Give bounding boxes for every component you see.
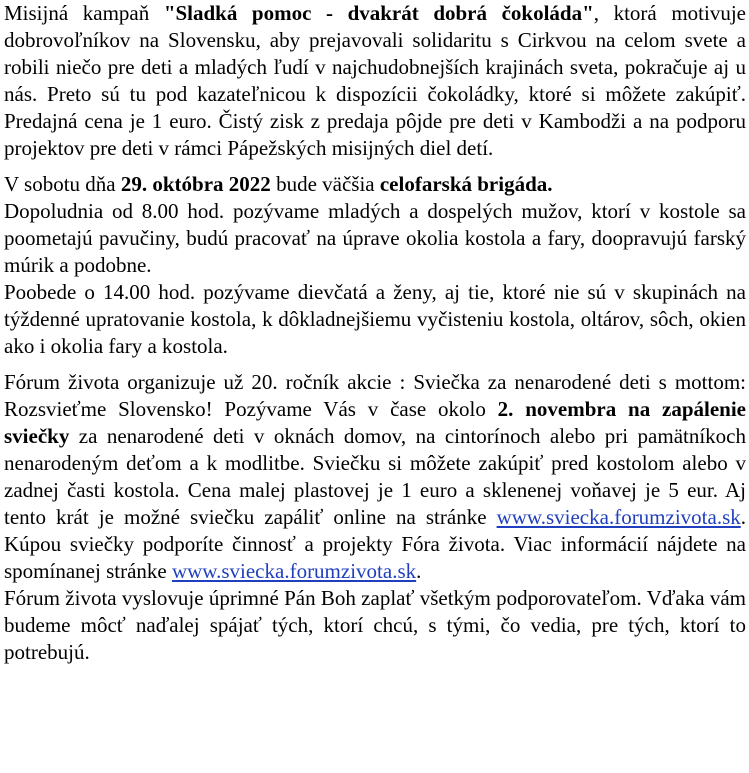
text-span: . bbox=[416, 559, 422, 583]
brigade-heading-line bbox=[4, 171, 746, 198]
text-span: Misijná kampaň bbox=[4, 1, 164, 25]
sviecka-link-2[interactable]: www.sviecka.forumzivota.sk bbox=[171, 559, 417, 583]
sviecka-link[interactable]: www.sviecka.forumzivota.sk bbox=[496, 505, 741, 529]
brigade-morning-paragraph: Dopoludnia od 8.00 hod. pozývame mladých a dospelých mužov, ktorí v kostole sa poometajú pavučiny, budú pracovať na úprave okolia kostola a fary, doopravujú farský múrik a podobne. bbox=[4, 199, 746, 277]
chocolate-campaign-paragraph bbox=[4, 0, 746, 162]
paragraph-gap bbox=[4, 162, 746, 171]
text-span: Fórum života organizuje už 20. ročník akcie : Sviečka za nenarodené deti s mottom: Rozsvieťme Slovensko! Pozývame Vás v čase okolo bbox=[4, 370, 746, 421]
candle-date: 2. novembra na zapálenie sviečky bbox=[4, 397, 746, 448]
text-span: , ktorá motivuje dobrovoľníkov na Slovensku, aby prejavovali solidaritu s Cirkvou na celom svete a robili niečo pre deti a mladých ľudí v najchudobnejších krajinách sveta, pokračuje aj u nás. Preto sú tu pod kazateľnicou k dispozícii čokoládky, ktoré si môžete zakúpiť. Predajná cena je 1 euro. Čistý zisk z predaja pôjde pre deti v Kambodži a na podporu projektov pre deti v rámci Pápežských misijných diel detí. bbox=[4, 1, 746, 160]
brigade-date: 29. októbra 2022 bbox=[120, 172, 271, 196]
text-span: za nenarodené deti v oknách domov, na cintorínoch alebo pri pamätníkoch nenarodeným deťom a k modlitbe. Sviečku si môžete zakúpiť pred kostolom alebo v zadnej časti kostola. Cena malej plastovej je 1 euro a sklenenej voňavej je 5 eur. Aj tento krát je možné sviečku zapáliť online na stránke bbox=[4, 424, 746, 529]
text-span: . Kúpou sviečky podporíte činnosť a projekty Fóra života. Viac informácií nájdete na spomínanej stránke bbox=[4, 505, 746, 583]
text-span: bude väčšia bbox=[270, 172, 380, 196]
thanks-paragraph: Fórum života vyslovuje úprimné Pán Boh zaplať všetkým podporovateľom. Vďaka vám budeme môcť naďalej spájať tých, ktorí chcú, s tými, čo vedia, pre tých, ktorí to potrebujú. bbox=[4, 586, 746, 664]
paragraph-gap bbox=[4, 360, 746, 369]
brigade-afternoon-paragraph: Poobede o 14.00 hod. pozývame dievčatá a ženy, aj tie, ktoré nie sú v skupinách na týždenné upratovanie kostola, k dôkladnejšiemu vyčisteniu kostola, oltárov, sôch, okien ako i okolia fary a kostola. bbox=[4, 280, 746, 358]
text-span: V sobotu dňa bbox=[4, 172, 121, 196]
campaign-name: "Sladká pomoc - dvakrát dobrá čokoláda" bbox=[163, 1, 594, 25]
bulletin-document bbox=[4, 0, 746, 666]
brigade-title: celofarská brigáda. bbox=[379, 172, 553, 196]
candle-campaign-paragraph bbox=[4, 369, 746, 585]
